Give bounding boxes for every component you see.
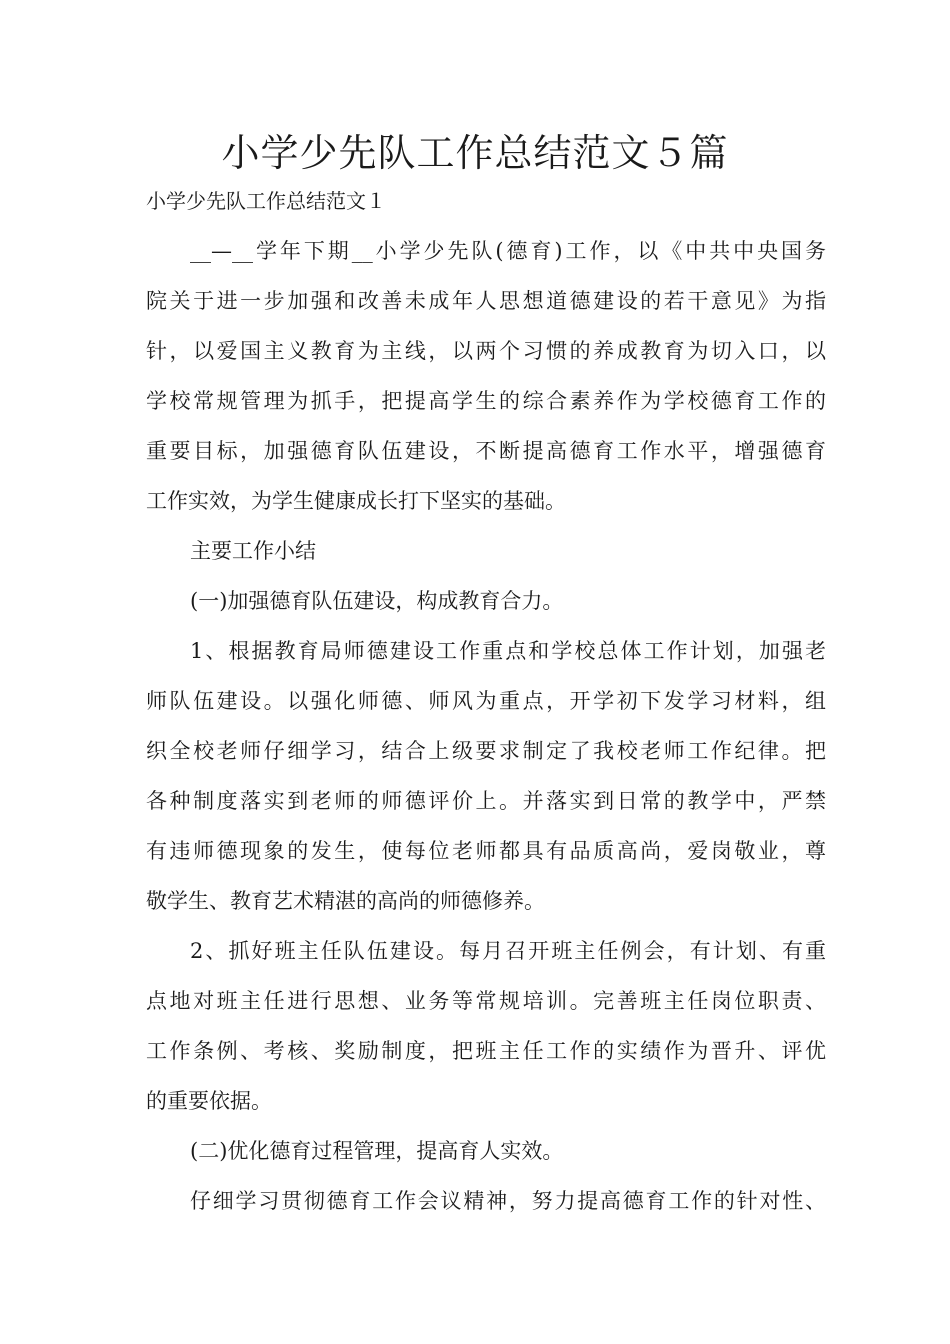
text-line: (二)优化德育过程管理，提高育人实效。 (190, 1139, 564, 1163)
text-line: 织全校老师仔细学习，结合上级要求制定了我校老师工作纪律。把 (146, 739, 826, 763)
text-line: 师队伍建设。以强化师德、师风为重点，开学初下发学习材料，组 (146, 689, 826, 713)
text-line: 院关于进一步加强和改善未成年人思想道德建设的若干意见》为指 (146, 289, 826, 313)
text-line: 1、根据教育局师德建设工作重点和学校总体工作计划，加强老 (190, 639, 826, 663)
text-line: 点地对班主任进行思想、业务等常规培训。完善班主任岗位职责、 (146, 989, 826, 1013)
document-subtitle: 小学少先队工作总结范文１ (146, 189, 386, 213)
text-line: (一)加强德育队伍建设，构成教育合力。 (190, 589, 564, 613)
text-line: 2、抓好班主任队伍建设。每月召开班主任例会，有计划、有重 (190, 939, 826, 963)
text-line: 重要目标，加强德育队伍建设，不断提高德育工作水平，增强德育 (146, 439, 826, 463)
text-line: 针，以爱国主义教育为主线，以两个习惯的养成教育为切入口，以 (146, 339, 826, 363)
text-line: __—__学年下期__小学少先队(德育)工作，以《中共中央国务 (190, 239, 826, 263)
text-line: 敬学生、教育艺术精湛的高尚的师德修养。 (146, 889, 545, 913)
text-line: 仔细学习贯彻德育工作会议精神，努力提高德育工作的针对性、 (190, 1189, 826, 1213)
text-line: 主要工作小结 (190, 539, 316, 563)
text-line: 学校常规管理为抓手，把提高学生的综合素养作为学校德育工作的 (146, 389, 826, 413)
text-line: 工作条例、考核、奖励制度，把班主任工作的实绩作为晋升、评优 (146, 1039, 826, 1063)
text-line: 工作实效，为学生健康成长打下坚实的基础。 (146, 489, 566, 513)
document-title: 小学少先队工作总结范文５篇 (221, 131, 729, 175)
text-line: 的重要依据。 (146, 1089, 272, 1113)
text-line: 有违师德现象的发生，使每位老师都具有品质高尚，爱岗敬业，尊 (146, 839, 826, 863)
document-body (146, 235, 826, 1235)
text-line: 各种制度落实到老师的师德评价上。并落实到日常的教学中，严禁 (146, 789, 826, 813)
